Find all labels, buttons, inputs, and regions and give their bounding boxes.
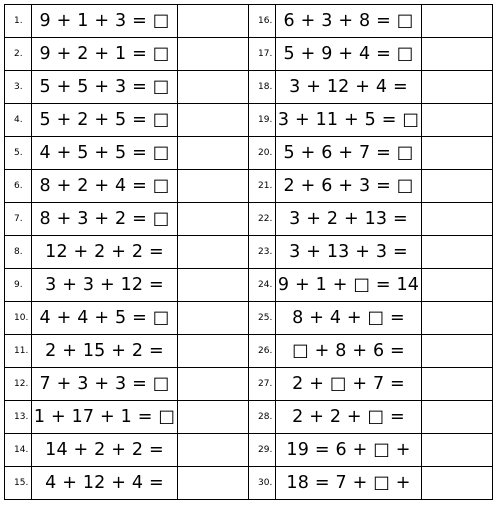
answer-cell-right[interactable] bbox=[422, 5, 493, 38]
answer-cell-left[interactable] bbox=[178, 368, 249, 401]
problem-number: 11. bbox=[5, 335, 32, 368]
answer-cell-left[interactable] bbox=[178, 104, 249, 137]
problem-equation: 9 + 2 + 1 = □ bbox=[32, 38, 178, 71]
problem-number: 27. bbox=[249, 368, 276, 401]
table-row bbox=[5, 368, 493, 401]
answer-cell-left[interactable] bbox=[178, 467, 249, 500]
answer-cell-left[interactable] bbox=[178, 170, 249, 203]
problem-equation: 4 + 12 + 4 = bbox=[32, 467, 178, 500]
problem-number: 7. bbox=[5, 203, 32, 236]
table-row bbox=[5, 467, 493, 500]
problem-number: 6. bbox=[5, 170, 32, 203]
problem-number: 10. bbox=[5, 302, 32, 335]
answer-cell-right[interactable] bbox=[422, 38, 493, 71]
table-row bbox=[5, 302, 493, 335]
answer-cell-right[interactable] bbox=[422, 302, 493, 335]
problem-number: 18. bbox=[249, 71, 276, 104]
problem-number: 3. bbox=[5, 71, 32, 104]
problem-number: 2. bbox=[5, 38, 32, 71]
problem-number: 24. bbox=[249, 269, 276, 302]
table-row bbox=[5, 170, 493, 203]
answer-cell-left[interactable] bbox=[178, 5, 249, 38]
problem-equation: 8 + 3 + 2 = □ bbox=[32, 203, 178, 236]
problem-number: 22. bbox=[249, 203, 276, 236]
problem-equation: 6 + 3 + 8 = □ bbox=[276, 5, 422, 38]
problem-number: 21. bbox=[249, 170, 276, 203]
answer-cell-left[interactable] bbox=[178, 434, 249, 467]
answer-cell-right[interactable] bbox=[422, 467, 493, 500]
answer-cell-left[interactable] bbox=[178, 302, 249, 335]
problem-number: 30. bbox=[249, 467, 276, 500]
problem-equation: 5 + 2 + 5 = □ bbox=[32, 104, 178, 137]
problem-equation: 3 + 3 + 12 = bbox=[32, 269, 178, 302]
table-row bbox=[5, 434, 493, 467]
answer-cell-left[interactable] bbox=[178, 38, 249, 71]
problem-equation: 2 + 2 + □ = bbox=[276, 401, 422, 434]
answer-cell-right[interactable] bbox=[422, 71, 493, 104]
problem-equation: 8 + 4 + □ = bbox=[276, 302, 422, 335]
answer-cell-right[interactable] bbox=[422, 368, 493, 401]
problem-number: 15. bbox=[5, 467, 32, 500]
answer-cell-right[interactable] bbox=[422, 170, 493, 203]
problem-number: 9. bbox=[5, 269, 32, 302]
problem-number: 5. bbox=[5, 137, 32, 170]
problem-equation: 19 = 6 + □ + bbox=[276, 434, 422, 467]
problem-number: 20. bbox=[249, 137, 276, 170]
problem-number: 4. bbox=[5, 104, 32, 137]
answer-cell-right[interactable] bbox=[422, 269, 493, 302]
answer-cell-right[interactable] bbox=[422, 401, 493, 434]
problem-number: 8. bbox=[5, 236, 32, 269]
table-row bbox=[5, 335, 493, 368]
table-row bbox=[5, 137, 493, 170]
problem-equation: □ + 8 + 6 = bbox=[276, 335, 422, 368]
answer-cell-left[interactable] bbox=[178, 137, 249, 170]
problem-equation: 3 + 2 + 13 = bbox=[276, 203, 422, 236]
problem-equation: 14 + 2 + 2 = bbox=[32, 434, 178, 467]
problem-number: 17. bbox=[249, 38, 276, 71]
problem-number: 25. bbox=[249, 302, 276, 335]
problem-number: 12. bbox=[5, 368, 32, 401]
table-row bbox=[5, 71, 493, 104]
table-row bbox=[5, 38, 493, 71]
problem-equation: 3 + 12 + 4 = bbox=[276, 71, 422, 104]
problem-equation: 2 + □ + 7 = bbox=[276, 368, 422, 401]
problem-equation: 2 + 15 + 2 = bbox=[32, 335, 178, 368]
problem-equation: 1 + 17 + 1 = □ bbox=[32, 401, 178, 434]
answer-cell-left[interactable] bbox=[178, 71, 249, 104]
table-row bbox=[5, 104, 493, 137]
answer-cell-left[interactable] bbox=[178, 269, 249, 302]
table-row bbox=[5, 5, 493, 38]
problem-equation: 5 + 9 + 4 = □ bbox=[276, 38, 422, 71]
problem-equation: 3 + 13 + 3 = bbox=[276, 236, 422, 269]
problem-equation: 12 + 2 + 2 = bbox=[32, 236, 178, 269]
answer-cell-right[interactable] bbox=[422, 104, 493, 137]
answer-cell-left[interactable] bbox=[178, 335, 249, 368]
problem-number: 14. bbox=[5, 434, 32, 467]
problem-number: 1. bbox=[5, 5, 32, 38]
answer-cell-left[interactable] bbox=[178, 401, 249, 434]
answer-cell-left[interactable] bbox=[178, 203, 249, 236]
problem-equation: 9 + 1 + 3 = □ bbox=[32, 5, 178, 38]
table-row bbox=[5, 401, 493, 434]
answer-cell-right[interactable] bbox=[422, 434, 493, 467]
problem-number: 29. bbox=[249, 434, 276, 467]
answer-cell-right[interactable] bbox=[422, 236, 493, 269]
problem-number: 26. bbox=[249, 335, 276, 368]
worksheet bbox=[4, 4, 493, 500]
problems-table bbox=[4, 4, 493, 500]
table-row bbox=[5, 269, 493, 302]
problem-number: 28. bbox=[249, 401, 276, 434]
answer-cell-right[interactable] bbox=[422, 137, 493, 170]
problem-equation: 18 = 7 + □ + bbox=[276, 467, 422, 500]
problem-equation: 3 + 11 + 5 = □ bbox=[276, 104, 422, 137]
problem-number: 19. bbox=[249, 104, 276, 137]
problem-number: 13. bbox=[5, 401, 32, 434]
problem-equation: 4 + 5 + 5 = □ bbox=[32, 137, 178, 170]
problem-equation: 5 + 6 + 7 = □ bbox=[276, 137, 422, 170]
problem-equation: 5 + 5 + 3 = □ bbox=[32, 71, 178, 104]
answer-cell-right[interactable] bbox=[422, 203, 493, 236]
problem-equation: 4 + 4 + 5 = □ bbox=[32, 302, 178, 335]
problem-equation: 8 + 2 + 4 = □ bbox=[32, 170, 178, 203]
problem-number: 16. bbox=[249, 5, 276, 38]
answer-cell-left[interactable] bbox=[178, 236, 249, 269]
problem-equation: 7 + 3 + 3 = □ bbox=[32, 368, 178, 401]
table-row bbox=[5, 203, 493, 236]
problem-number: 23. bbox=[249, 236, 276, 269]
problem-equation: 9 + 1 + □ = 14 bbox=[276, 269, 422, 302]
table-row bbox=[5, 236, 493, 269]
answer-cell-right[interactable] bbox=[422, 335, 493, 368]
problem-equation: 2 + 6 + 3 = □ bbox=[276, 170, 422, 203]
